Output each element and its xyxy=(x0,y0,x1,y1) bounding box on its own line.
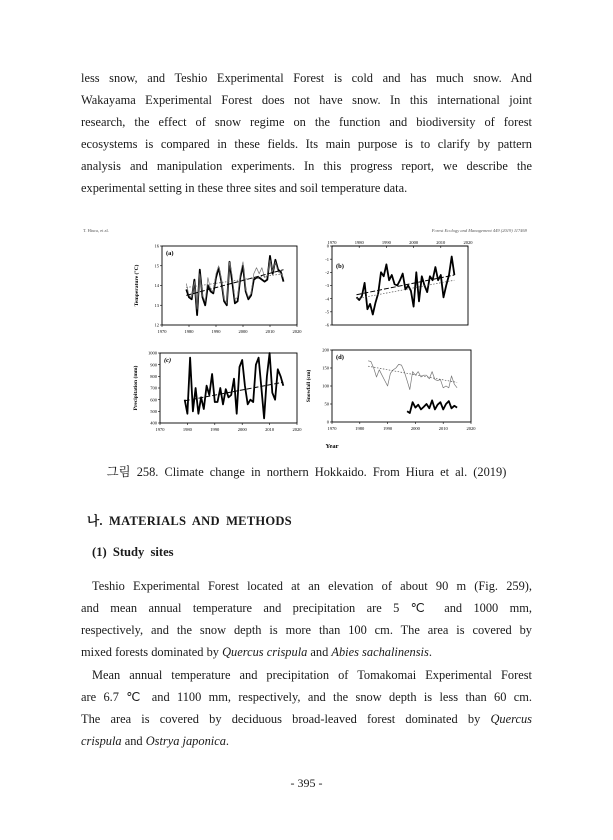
svg-text:-5: -5 xyxy=(325,309,329,315)
svg-text:2000: 2000 xyxy=(238,329,248,334)
svg-text:1970: 1970 xyxy=(327,240,337,245)
svg-text:2010: 2010 xyxy=(438,426,448,431)
svg-text:-3: -3 xyxy=(325,283,329,289)
species-name: Abies sachalinensis xyxy=(331,645,429,659)
subsection-heading: (1) Study sites xyxy=(92,545,174,559)
svg-text:-2: -2 xyxy=(325,269,329,275)
svg-text:(d): (d) xyxy=(336,354,344,361)
chart-panel-a xyxy=(133,244,302,334)
text-line: are 6.7 ℃ and 1100 mm, respectively, and the snow depth is less than 60 cm. xyxy=(81,690,532,704)
svg-text:50: 50 xyxy=(324,401,329,407)
svg-text:2000: 2000 xyxy=(237,427,247,432)
figure-header-left: T. Hiura, et al. xyxy=(83,228,109,233)
series-line xyxy=(368,361,457,390)
svg-text:(b): (b) xyxy=(336,263,344,270)
figure-caption: 그림 258. Climate change in northern Hokkaido. From Hiura et al. (2019) xyxy=(106,465,507,479)
svg-text:-6: -6 xyxy=(325,322,329,328)
svg-text:12: 12 xyxy=(154,322,159,328)
svg-text:Precipitation (mm): Precipitation (mm) xyxy=(133,365,139,411)
svg-text:2020: 2020 xyxy=(292,329,302,334)
svg-text:1980: 1980 xyxy=(182,427,192,432)
text-line: analysis and manipulation experiments. In this progress report, we describe the xyxy=(81,159,532,173)
text-line: mixed forests dominated by Quercus crispula and Abies sachalinensis. xyxy=(81,645,432,659)
text-line: and mean annual temperature and precipitation are 5 ℃ and 1000 mm, xyxy=(81,601,532,615)
text-line: respectively, and the snow depth is more than 100 cm. The area is covered by xyxy=(81,623,532,637)
svg-text:-1: -1 xyxy=(325,256,329,262)
intro-paragraph xyxy=(81,67,532,199)
text-line: Mean annual temperature and precipitation of Tomakomai Experimental Forest xyxy=(92,668,532,682)
svg-text:2020: 2020 xyxy=(292,427,302,432)
species-name: crispula xyxy=(81,734,122,748)
series-line xyxy=(357,257,455,315)
svg-text:13: 13 xyxy=(154,302,159,308)
species-name: Quercus crispula xyxy=(222,645,308,659)
climate-chart xyxy=(80,215,540,455)
text-line: research, the effect of snow regime on the function and biodiversity of forest xyxy=(81,115,532,129)
svg-text:15: 15 xyxy=(154,263,159,269)
text-line: crispula and Ostrya japonica. xyxy=(81,734,230,748)
species-name: Quercus xyxy=(490,712,532,726)
x-axis-title: Year xyxy=(325,443,339,450)
svg-text:600: 600 xyxy=(150,397,157,403)
svg-text:1990: 1990 xyxy=(381,240,391,245)
svg-text:2010: 2010 xyxy=(265,427,275,432)
figure-header-right: Forest Ecology and Management 449 (2019) 117469 xyxy=(431,228,527,233)
text-line: The area is covered by deciduous broad-leaved forest dominated by Quercus xyxy=(81,712,532,726)
text-line: Wakayama Experimental Forest does not have snow. In this international joint xyxy=(81,93,532,107)
svg-text:2020: 2020 xyxy=(466,426,476,431)
svg-text:100: 100 xyxy=(322,383,329,389)
series-line xyxy=(407,400,457,413)
svg-text:1980: 1980 xyxy=(355,426,365,431)
svg-text:900: 900 xyxy=(150,362,157,368)
series-line xyxy=(357,275,455,295)
svg-text:Snowfall (cm): Snowfall (cm) xyxy=(306,369,312,403)
svg-text:1970: 1970 xyxy=(327,426,337,431)
svg-text:16: 16 xyxy=(154,243,159,249)
chart-panel-d xyxy=(305,348,476,431)
text-line: ecosystems is compared in these fields. Its main purpose is to clarify by pattern xyxy=(81,137,532,151)
svg-text:1990: 1990 xyxy=(210,427,220,432)
svg-text:400: 400 xyxy=(150,420,157,426)
svg-text:2010: 2010 xyxy=(436,240,446,245)
section-heading: 나. MATERIALS AND METHODS xyxy=(87,514,292,528)
climate-figure xyxy=(80,215,540,455)
svg-text:-4: -4 xyxy=(325,296,329,302)
svg-text:1970: 1970 xyxy=(157,329,167,334)
svg-text:1000: 1000 xyxy=(148,350,157,356)
svg-text:Temperature (°C): Temperature (°C) xyxy=(134,264,140,307)
chart-panel-b xyxy=(325,240,473,328)
svg-text:800: 800 xyxy=(150,373,157,379)
svg-text:0: 0 xyxy=(326,419,329,425)
svg-text:(c): (c) xyxy=(164,357,172,364)
svg-text:500: 500 xyxy=(150,408,157,414)
svg-text:2020: 2020 xyxy=(463,240,473,245)
species-name: Ostrya japonica xyxy=(145,734,226,748)
svg-text:2000: 2000 xyxy=(410,426,420,431)
series-line xyxy=(185,353,284,418)
svg-text:1980: 1980 xyxy=(184,329,194,334)
svg-text:2010: 2010 xyxy=(265,329,275,334)
text-line: experimental setting in these three sites and soil temperature data. xyxy=(81,181,408,195)
svg-text:1990: 1990 xyxy=(211,329,221,334)
svg-text:14: 14 xyxy=(154,283,159,289)
chart-panel-c xyxy=(132,351,302,432)
tomakomai-paragraph xyxy=(81,664,532,752)
page-number: - 395 - xyxy=(290,776,323,790)
svg-text:1980: 1980 xyxy=(354,240,364,245)
svg-text:150: 150 xyxy=(322,365,329,371)
teshio-paragraph xyxy=(81,575,532,663)
text-line: less snow, and Teshio Experimental Forest is cold and has much snow. And xyxy=(81,71,532,85)
svg-text:1970: 1970 xyxy=(155,427,165,432)
svg-text:200: 200 xyxy=(322,347,329,353)
svg-text:2000: 2000 xyxy=(409,240,419,245)
svg-text:0: 0 xyxy=(326,243,329,249)
text-line: Teshio Experimental Forest located at an elevation of about 90 m (Fig. 259), xyxy=(92,579,532,593)
svg-text:700: 700 xyxy=(150,385,157,391)
svg-text:1990: 1990 xyxy=(383,426,393,431)
svg-text:(a): (a) xyxy=(166,250,174,257)
